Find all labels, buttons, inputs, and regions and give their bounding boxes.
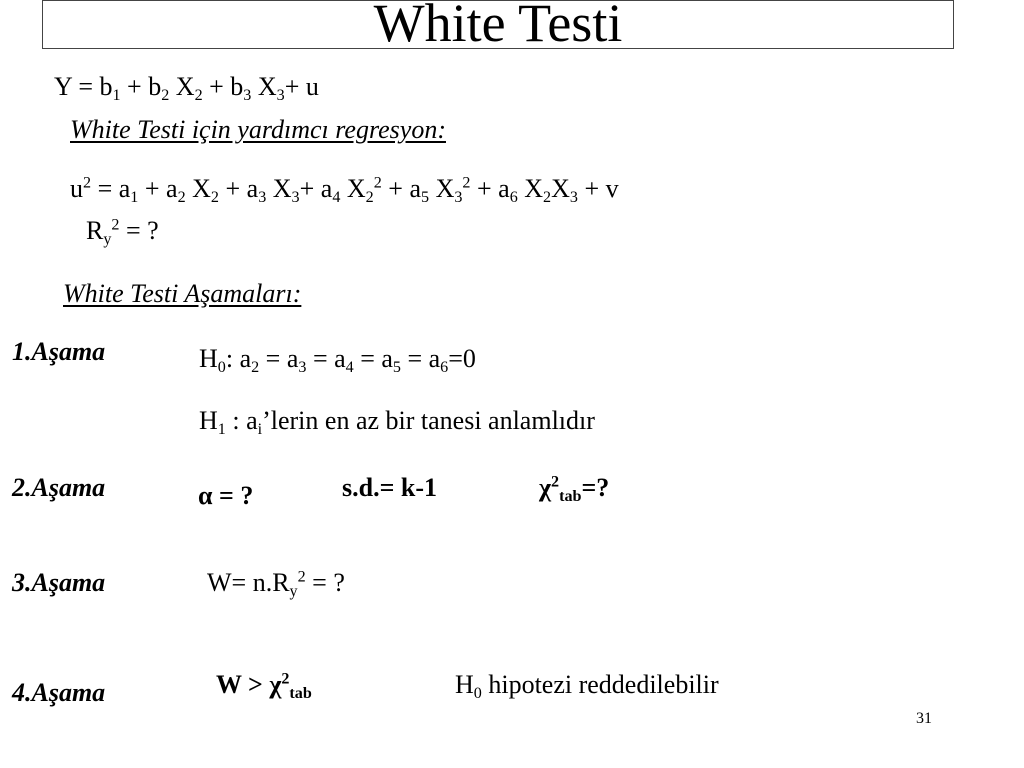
step4-label: 4.Aşama — [12, 678, 106, 707]
decision-text: $H_0$ hipotezi reddedilebilir — [455, 670, 719, 702]
h0-hypothesis: $H_0$: $a_2 = a_3 = a_4 = a_5 = a_6=0$ — [199, 344, 476, 376]
chi-square-table: $\chi^2_{tab}=$? — [539, 473, 610, 505]
decision-rule: $W > \chi^2_{tab}$ — [216, 670, 312, 702]
degrees-of-freedom: s.d.= k-1 — [342, 473, 438, 502]
step1-label: 1.Aşama — [12, 337, 106, 366]
model-equation: $Y = b_1 + b_2$ $X_2 + b_3$ $X_3+ u$ — [54, 72, 319, 104]
step2-label: 2.Aşama — [12, 473, 106, 502]
white-statistic: $W= n.R_y^2$ = ? — [207, 568, 345, 600]
aux-regression-heading: White Testi için yardımcı regresyon: — [70, 115, 446, 144]
r-squared-line: $R_y^2$ = ? — [86, 216, 159, 248]
aux-equation: $u^2 = a_1 + a_2$ $X_2 + a_3$ $X_3+ a_4$ $X_2^2 + a_5$ $X_3^2 + a_6$ $X_2X_3 + v$ — [70, 174, 619, 206]
steps-heading: White Testi Aşamaları: — [63, 279, 302, 308]
step3-label: 3.Aşama — [12, 568, 106, 597]
h1-hypothesis: $H_1$ : $a_i’lerin$ en az bir tanesi anlamlıdır — [199, 406, 595, 438]
page-title: White Testi — [373, 0, 623, 53]
alpha-value: α = ? — [198, 481, 254, 510]
page-number: 31 — [916, 710, 932, 727]
title-box — [42, 0, 954, 53]
